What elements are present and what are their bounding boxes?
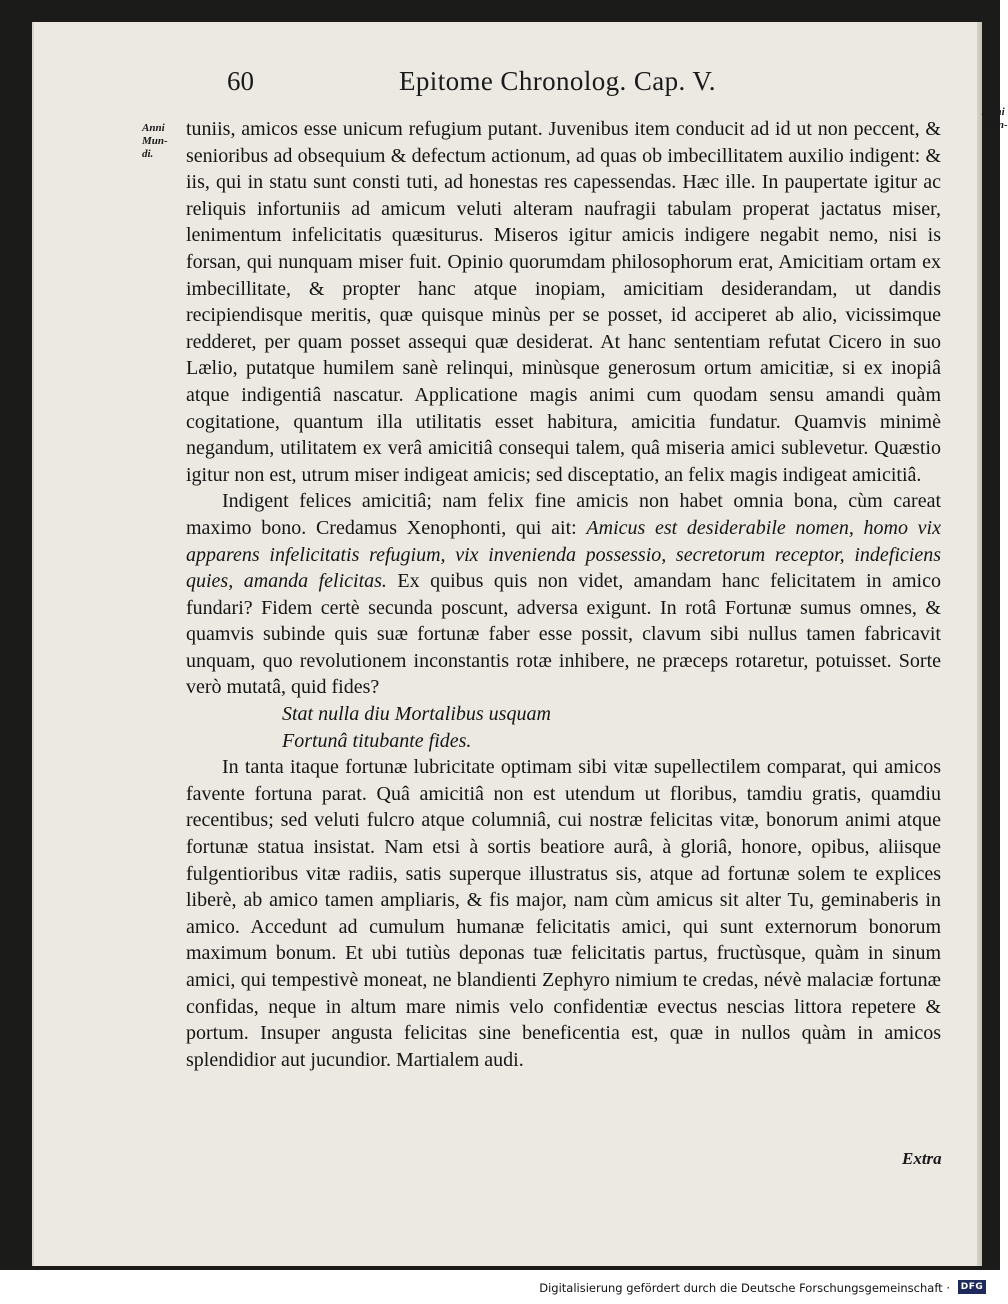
dfg-logo: DFG: [958, 1280, 986, 1294]
book-page: [32, 22, 1008, 1266]
footer-credit: Digitalisierung gefördert durch die Deutsche Forschungsgemeinschaft ·: [539, 1281, 950, 1295]
verse-line: Stat nulla diu Mortalibus usquam: [282, 703, 551, 726]
paragraph-1: tuniis, amicos esse unicum refugium putant. Juvenibus item conducit ad id ut non peccent, & senioribus ad obsequium & defectum actionum, ad quas ob imbecillitatem auxilio indigent: & iis, qui in statu sunt consti tuti, ad honestas res capessendas. Hæc ille. In paupertate igitur ac reliquis infortuniis ad amicum veluti alteram naufragii tabulam properat jactatus miser, lenimentum infelicitatis quæsiturus. Miseros igitur amicis indigere negabit nemo, nisi is forsan, qui nunquam miser fuit. Opinio quorumdam philosophorum erat, Amicitiam ortam ex imbecillitate, & propter hanc atque inopiam, amicitiam desiderandam, ut dandis recipiendisque meritis, quæ quisque minùs per se posset, id acciperet ab alio, vicissimque redderet, per quam posset assequi quæ desiderat. At hanc sententiam refutat Cicero in suo Lælio, putatque humilem sanè relinqui, minùsque generosum ortum amicitiæ, si ex inopiâ atque indigentiâ nascatur. Applicatione magis animi cum quodam sensu amandi quàm cogitatione, quantum illa utilitatis esset habitura, amicitia fundatur. Quamvis minimè negandum, utilitatem ex verâ amicitiâ consequi talem, quâ miseria amici sublevetur. Quæstio igitur non est, utrum miser indigeat amicis; sed disceptatio, an felix magis indigeat amicitiâ.: [186, 118, 941, 486]
verse-line: Fortunâ titubante fides.: [282, 729, 472, 752]
body-text: [186, 116, 941, 1073]
paragraph-2-part-b: Ex quibus quis non videt, amandam hanc felicitatem in amico fundari? Fidem certè secunda poscunt, adversa exigunt. In rotâ Fortunæ sumus omnes, & quamvis subinde quis suæ fortunæ faber esse possit, clavum sibi nullus tamen fabricavit unquam, quo revolutionem inconstantis rotæ inhibere, ne præceps rotaretur, potuisset. Sorte verò mutatâ, quid fides?: [186, 570, 941, 699]
xenophon-quote: Amicus est desiderabile nomen, homo vix apparens infelicitatis refugium, vix invenienda possessio, secretorum receptor, indeficiens quies, amanda felicitas.: [186, 516, 941, 593]
paragraph-2-part-a: Indigent felices amicitiâ; nam felix fine amicis non habet omnia bona, cùm careat maximo bono. Credamus Xenophonti, qui ait:: [186, 490, 941, 539]
page-number: 60: [227, 66, 254, 96]
margin-note-right: Anni Mun- di.: [982, 106, 1008, 144]
catchword: Extra: [902, 1149, 942, 1168]
page-edge: [977, 22, 982, 1266]
footer-bar: [0, 1270, 1000, 1304]
running-title: Epitome Chronolog. Cap. V.: [399, 66, 716, 96]
paragraph-2: [186, 488, 941, 701]
paragraph-3: In tanta itaque fortunæ lubricitate optimam sibi vitæ supellectilem comparat, qui amicos favente fortuna parat. Quâ amicitiâ non est utendum ut floribus, tamdiu gratis, quamdiu recentibus; sed veluti fulcro atque columniâ, cui nostræ felicitas vitæ, bonorum animi atque fortunæ statua insistat. Nam etsi à sortis beatiore aurâ, à gloriâ, honore, opibus, aliisque fulgentioribus vitæ radiis, satis superque illustratus sis, atque ad fortunæ solem te explices liberè, ab amico tamen ampliaris, & fis major, nam cùm amicus sit alter Tu, geminaberis in amico. Accedunt ad cumulum humanæ felicitatis amici, qui sunt externorum bonorum maximum bonum. Et ubi tutiùs deponas tuæ felicitatis partus, fructùsque, quàm in sinum amici, qui tempestivè moneat, ne blandienti Zephyro nimium te credas, névè malaciæ fortunæ confidas, neque in altum mare nimis velo confidentiæ evectus nescias littora repetere & portum. Insuper angusta felicitas sine beneficentia est, quæ in nullos quàm in amicos splendidior aut jucundior. Martialem audi.: [186, 756, 941, 1071]
running-head: [34, 66, 982, 106]
margin-note-left: Anni Mun- di.: [142, 122, 168, 160]
